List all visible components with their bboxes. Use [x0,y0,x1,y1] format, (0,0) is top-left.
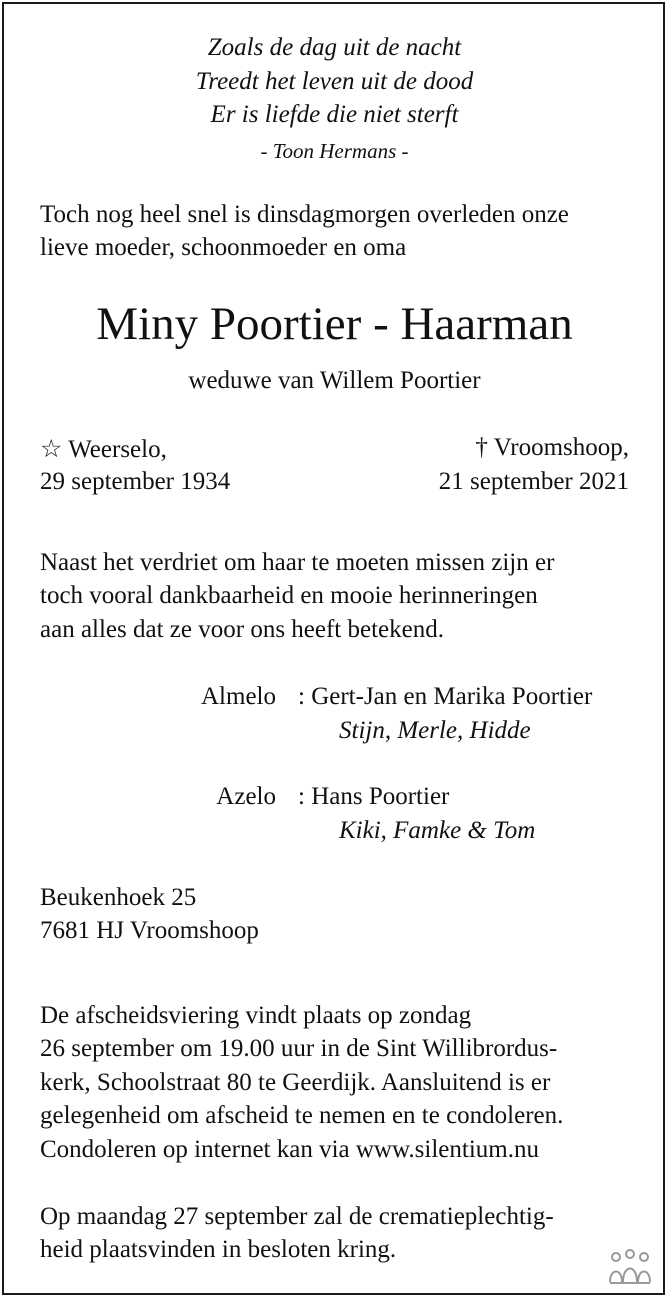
poem-attribution: - Toon Hermans - [260,139,409,163]
poem-line-1: Zoals de dag uit de nacht [207,34,462,61]
cremation-line-1: Op maandag 27 september zal de crematieplechtig- [40,1203,554,1230]
family-children-1: Stijn, Merle, Hidde [339,717,531,744]
family-place-2: Azelo [216,783,276,810]
poem-line-2: Treedt het leven uit de dood [195,68,474,95]
ceremony-line-5: Condoleren op internet kan via www.silentium.nu [40,1136,539,1163]
address-line-2: 7681 HJ Vroomshoop [40,917,259,944]
ceremony-line-2: 26 september om 19.00 uur in de Sint Willibrordus- [40,1035,558,1062]
intro-line-1: Toch nog heel snel is dinsdagmorgen overleden onze [40,201,569,228]
message-line-3: aan alles dat ze voor ons heeft betekend. [40,616,444,643]
ceremony-line-1: De afscheidsviering vindt plaats op zondag [40,1002,472,1029]
ceremony-line-4: gelegenheid om afscheid te nemen en te condoleren. [40,1102,564,1129]
poem-line-3: Er is liefde die niet sterft [210,101,459,128]
family-place-1: Almelo [201,683,276,710]
ceremony-line-3: kerk, Schoolstraat 80 te Geerdijk. Aansluitend is er [40,1069,551,1096]
family-children-2: Kiki, Famke & Tom [339,817,536,844]
death-place: † Vroomshoop, [475,434,629,461]
birth-date: 29 september 1934 [40,468,231,495]
deceased-name: Miny Poortier - Haarman [96,298,573,350]
birth-place: ☆ Weerselo, [40,436,167,463]
message-line-1: Naast het verdriet om haar te moeten missen zijn er [40,549,555,576]
address-line-1: Beukenhoek 25 [40,884,197,911]
message-line-2: toch vooral dankbaarheid en mooie herinneringen [40,582,538,609]
cremation-line-2: heid plaatsvinden in besloten kring. [40,1236,397,1263]
people-group-icon [608,1248,652,1286]
deceased-subtitle: weduwe van Willem Poortier [188,367,481,394]
family-names-2: : Hans Poortier [298,783,450,810]
family-names-1: : Gert-Jan en Marika Poortier [298,683,593,710]
death-date: 21 september 2021 [438,468,629,495]
intro-line-2: lieve moeder, schoonmoeder en oma [40,234,407,261]
